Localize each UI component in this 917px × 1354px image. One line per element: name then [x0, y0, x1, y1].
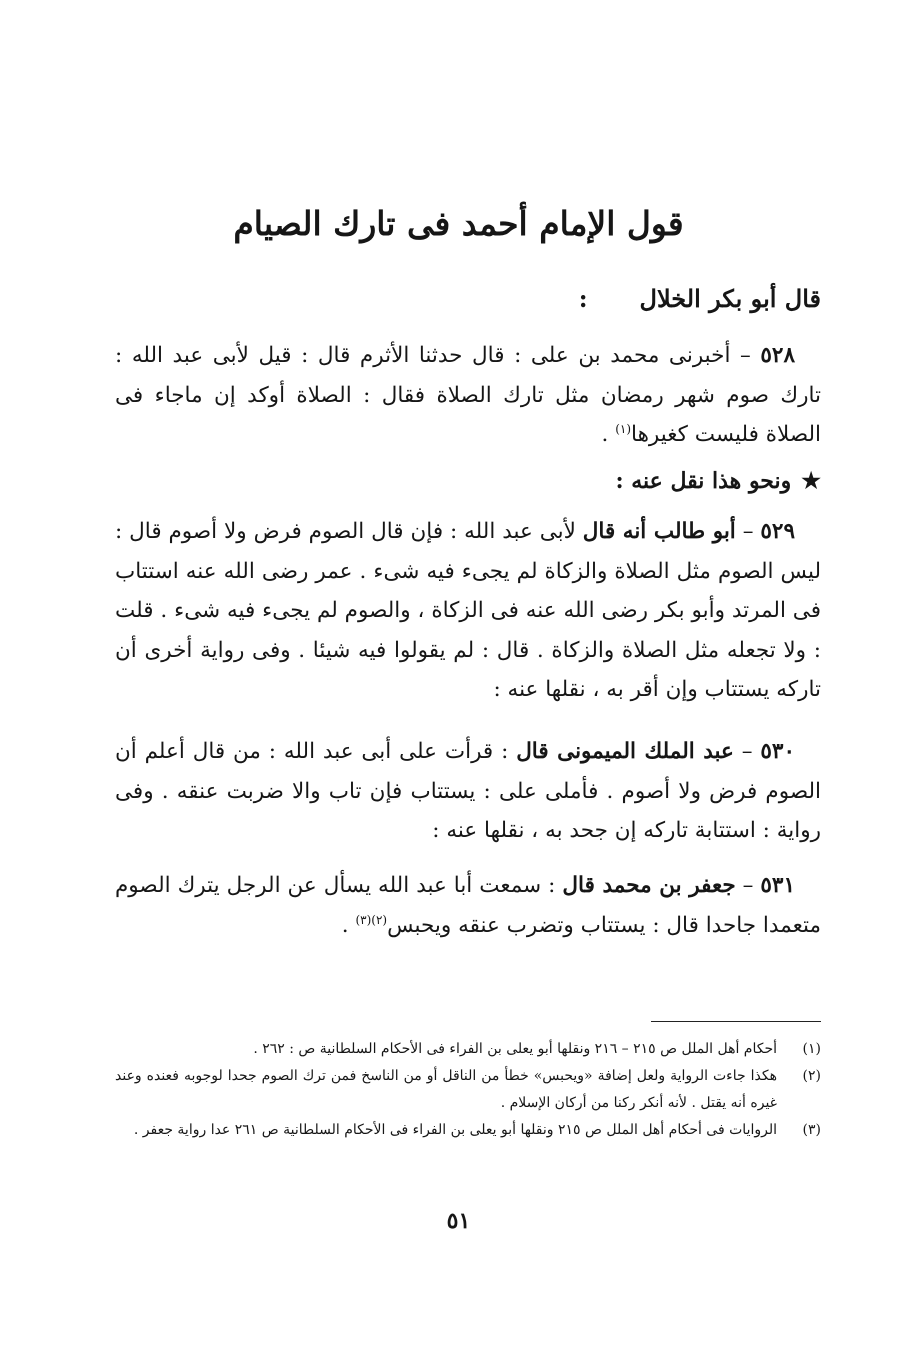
footnote-number: (٣) [802, 1122, 821, 1138]
footnote-item [115, 1117, 821, 1144]
paragraph-531 [115, 866, 821, 945]
paragraph-text: : سمعت أبا عبد الله يسأل عن الرجل يترك الصوم متعمدا جاحدا قال : يستتاب وتضرب عنقه ويحبس [115, 873, 821, 938]
footnote-number: (٢) [802, 1068, 821, 1084]
paragraph-text: لأبى عبد الله : فإن قال الصوم فرض ولا أصوم قال : ليس الصوم مثل الصلاة والزكاة لم يجىء فيه شىء . عمر رضى الله عنه استتاب فى المرتد وأبو بكر رضى الله عنه فى الزكاة ، والصوم لم يجىء فيه شىء . قلت : ولا تجعله مثل الصلاة والزكاة . قال : لم يقولوا فيه شيئا . وفى رواية أخرى أن تاركه يستتاب وإن أقر به ، نقلها عنه : [115, 519, 821, 702]
footnote-ref: (٢)(٣) [355, 912, 388, 927]
footnote-text: أحكام أهل الملل ص ٢١٥ – ٢١٦ ونقلها أبو يعلى بن الفراء فى الأحكام السلطانية ص : ٢٦٢ . [253, 1041, 777, 1057]
footnote-ref: (١) [615, 421, 632, 436]
star-note [615, 462, 821, 500]
page-number: ٥١ [446, 1208, 471, 1234]
footnote-text: هكذا جاءت الرواية ولعل إضافة «ويحبس» خطأ من الناقل أو من الناسخ فمن ترك الصوم جحدا لوجوبه فعنده وعند غيره أنه يقتل . لأنه أنكر ركنا من أركان الإسلام . [115, 1068, 777, 1111]
paragraph-dash: – [730, 343, 761, 368]
paragraph-tail: . [341, 912, 356, 938]
paragraph-lead: أبو طالب أنه قال [582, 519, 736, 544]
paragraph-number: ٥٣١ [760, 873, 795, 898]
star-note-text: ونحو هذا نقل عنه : [615, 468, 792, 494]
footnote-number: (١) [802, 1041, 821, 1057]
paragraph-tail: . [601, 422, 616, 447]
footnote-text: الروايات فى أحكام أهل الملل ص ٢١٥ ونقلها أبو يعلى بن الفراء فى الأحكام السلطانية ص ٢٦١ عدا رواية جعفر . [133, 1122, 777, 1138]
paragraph-number: ٥٢٩ [760, 519, 796, 544]
paragraph-text: : قرأت على أبى عبد الله : من قال أعلم أن الصوم فرض ولا أصوم . فأملى على : يستتاب فإن تاب والا ضربت عنقه . وفى رواية : استتابة تاركه إن جحد به ، نقلها عنه : [115, 739, 821, 843]
intro-text: قال أبو بكر الخلال [639, 284, 821, 313]
paragraph-529 [115, 512, 821, 710]
paragraph-528 [115, 336, 821, 455]
intro-colon: : [578, 284, 588, 313]
footnote-divider [651, 1021, 821, 1022]
paragraph-dash: – [733, 739, 761, 764]
footnote-item [115, 1036, 821, 1063]
paragraph-530 [115, 732, 821, 851]
footnotes [115, 1036, 821, 1144]
footnote-item [115, 1063, 821, 1117]
paragraph-number: ٥٢٨ [760, 343, 796, 368]
paragraph-number: ٥٣٠ [760, 739, 795, 764]
star-icon: ★ [801, 468, 821, 494]
paragraph-dash: – [735, 519, 761, 544]
intro-line [579, 280, 821, 318]
paragraph-dash: – [735, 873, 761, 898]
paragraph-lead: جعفر بن محمد قال [562, 873, 736, 898]
page-title: قول الإمام أحمد فى تارك الصيام [233, 204, 684, 243]
paragraph-text: أخبرنى محمد بن على : قال حدثنا الأثرم قال : قيل لأبى عبد الله : تارك صوم شهر رمضان مثل تارك الصلاة فقال : الصلاة أوكد إن ماجاء فى الصلاة فليست كغيرها [115, 343, 821, 447]
paragraph-lead: عبد الملك الميمونى قال [516, 739, 734, 764]
